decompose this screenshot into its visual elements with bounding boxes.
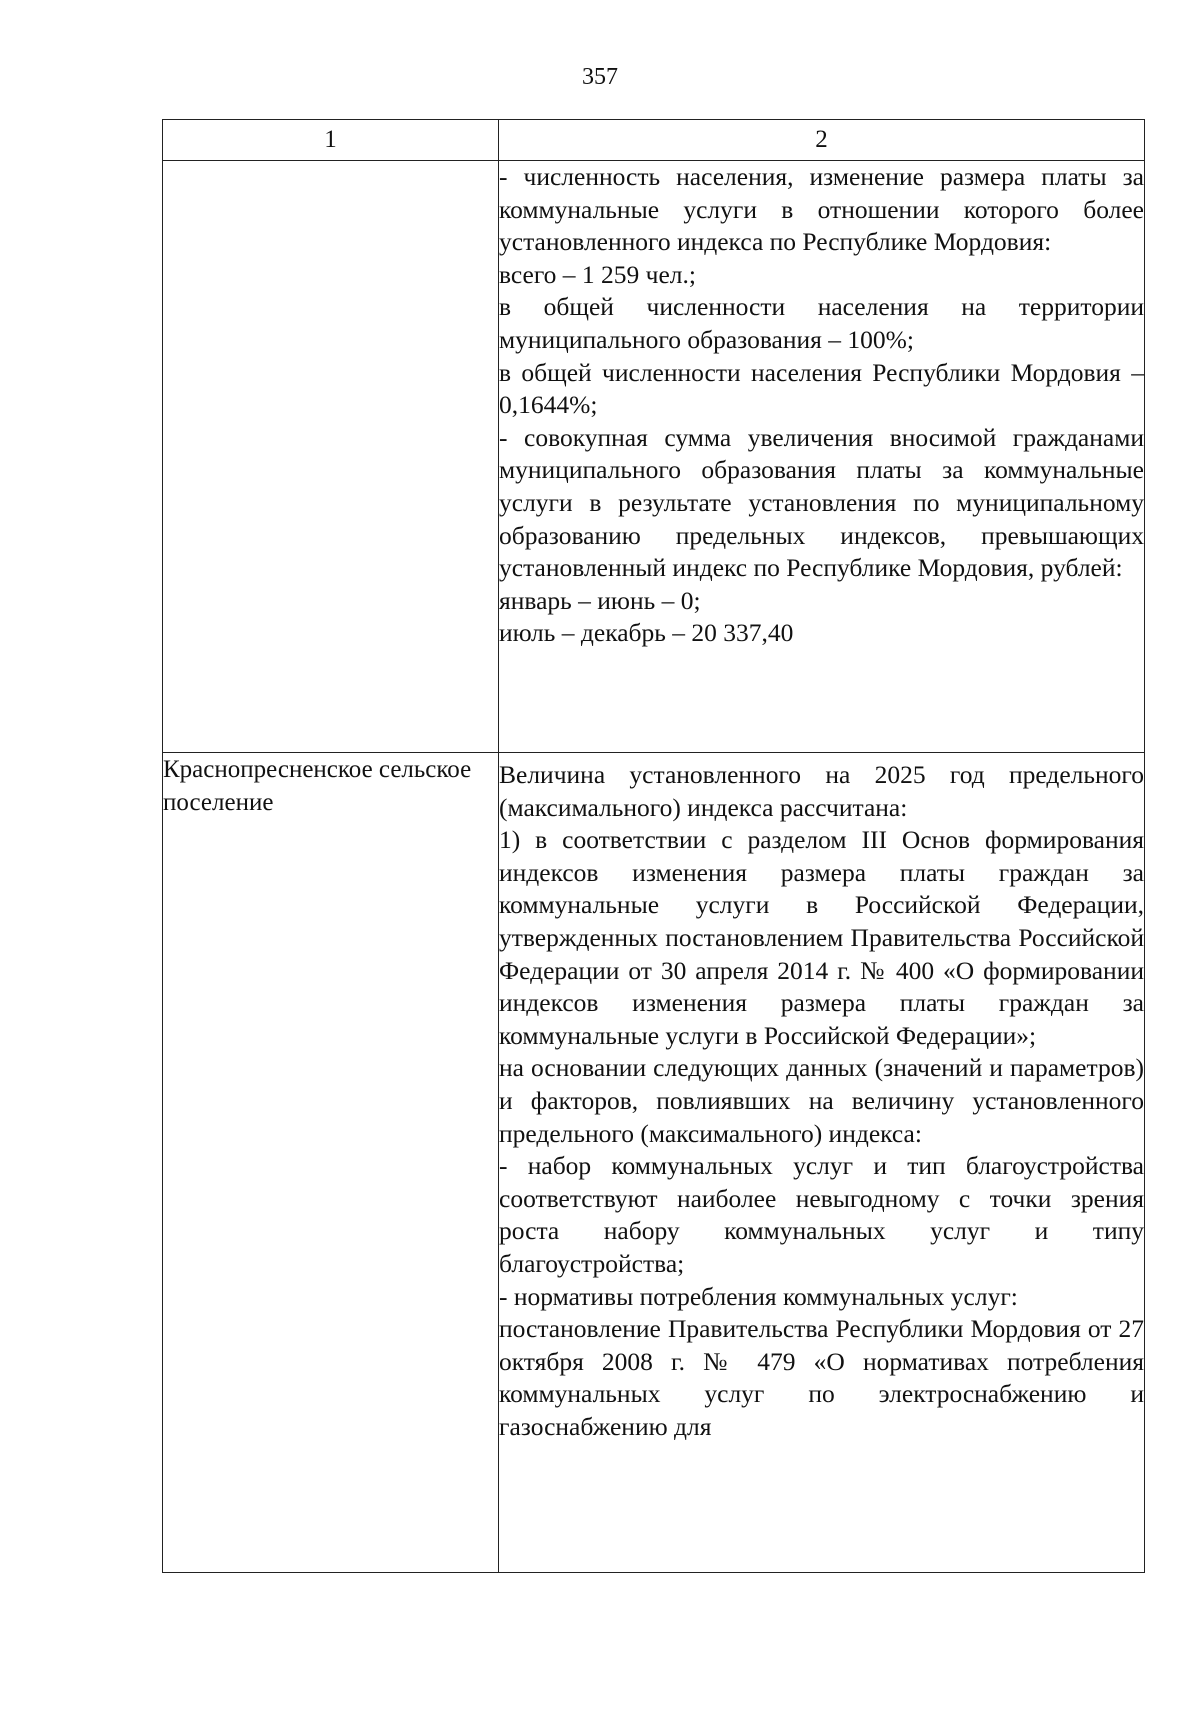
description-cell <box>499 161 1145 753</box>
table-row <box>163 753 1145 1573</box>
paragraph: - набор коммунальных услуг и тип благоустройства соответствуют наиболее невыгодному с точки зрения роста набору коммунальных услуг и типу благоустройства; <box>499 1151 1144 1278</box>
paragraph: 1) в соответствии с разделом III Основ формирования индексов изменения размера платы граждан за коммунальные услуги в Российской Федерации, утвержденных постановлением Правительства Российской Федерации от 30 апреля 2014 г. № 400 «О формировании индексов изменения размера платы граждан за коммунальные услуги в Российской Федерации»; <box>499 825 1144 1050</box>
paragraph: в общей численности населения Республики Мордовия – 0,1644%; <box>499 357 1144 420</box>
paragraph: - совокупная сумма увеличения вносимой гражданами муниципального образования платы за коммунальные услуги в результате установления по муниципальному образованию предельных индексов, превышающих установленный индекс по Республике Мордовия, рублей: <box>499 422 1144 583</box>
table-row <box>163 161 1145 753</box>
paragraph: в общей численности населения на территории муниципального образования – 100%; <box>499 292 1144 354</box>
paragraph: июль – декабрь – 20 337,40 <box>499 618 794 648</box>
paragraph: - нормативы потребления коммунальных услуг: <box>499 1281 1018 1311</box>
paragraph: всего – 1 259 чел.; <box>499 259 696 289</box>
municipality-cell: Краснопресненское сельское поселение <box>163 753 499 1573</box>
paragraph: Величина установленного на 2025 год предельного (максимального) индекса рассчитана: <box>499 760 1144 822</box>
paragraph: на основании следующих данных (значений и параметров) и факторов, повлиявших на величину установленного предельного (максимального) индекса: <box>499 1053 1144 1148</box>
column-header-1: 1 <box>163 120 499 161</box>
municipality-cell <box>163 161 499 753</box>
column-header-2: 2 <box>499 120 1145 161</box>
paragraph: январь – июнь – 0; <box>499 585 701 615</box>
data-table <box>162 119 1145 1573</box>
paragraph: постановление Правительства Республики Мордовия от 27 октября 2008 г. № 479 «О нормативах потребления коммунальных услуг по электроснабжению и газоснабжению для <box>499 1314 1144 1441</box>
description-cell <box>499 753 1145 1573</box>
paragraph: - численность населения, изменение размера платы за коммунальные услуги в отношении которого более установленного индекса по Республике Мордовия: <box>499 162 1144 257</box>
page-number: 357 <box>582 64 618 90</box>
table-header-row <box>163 120 1145 161</box>
